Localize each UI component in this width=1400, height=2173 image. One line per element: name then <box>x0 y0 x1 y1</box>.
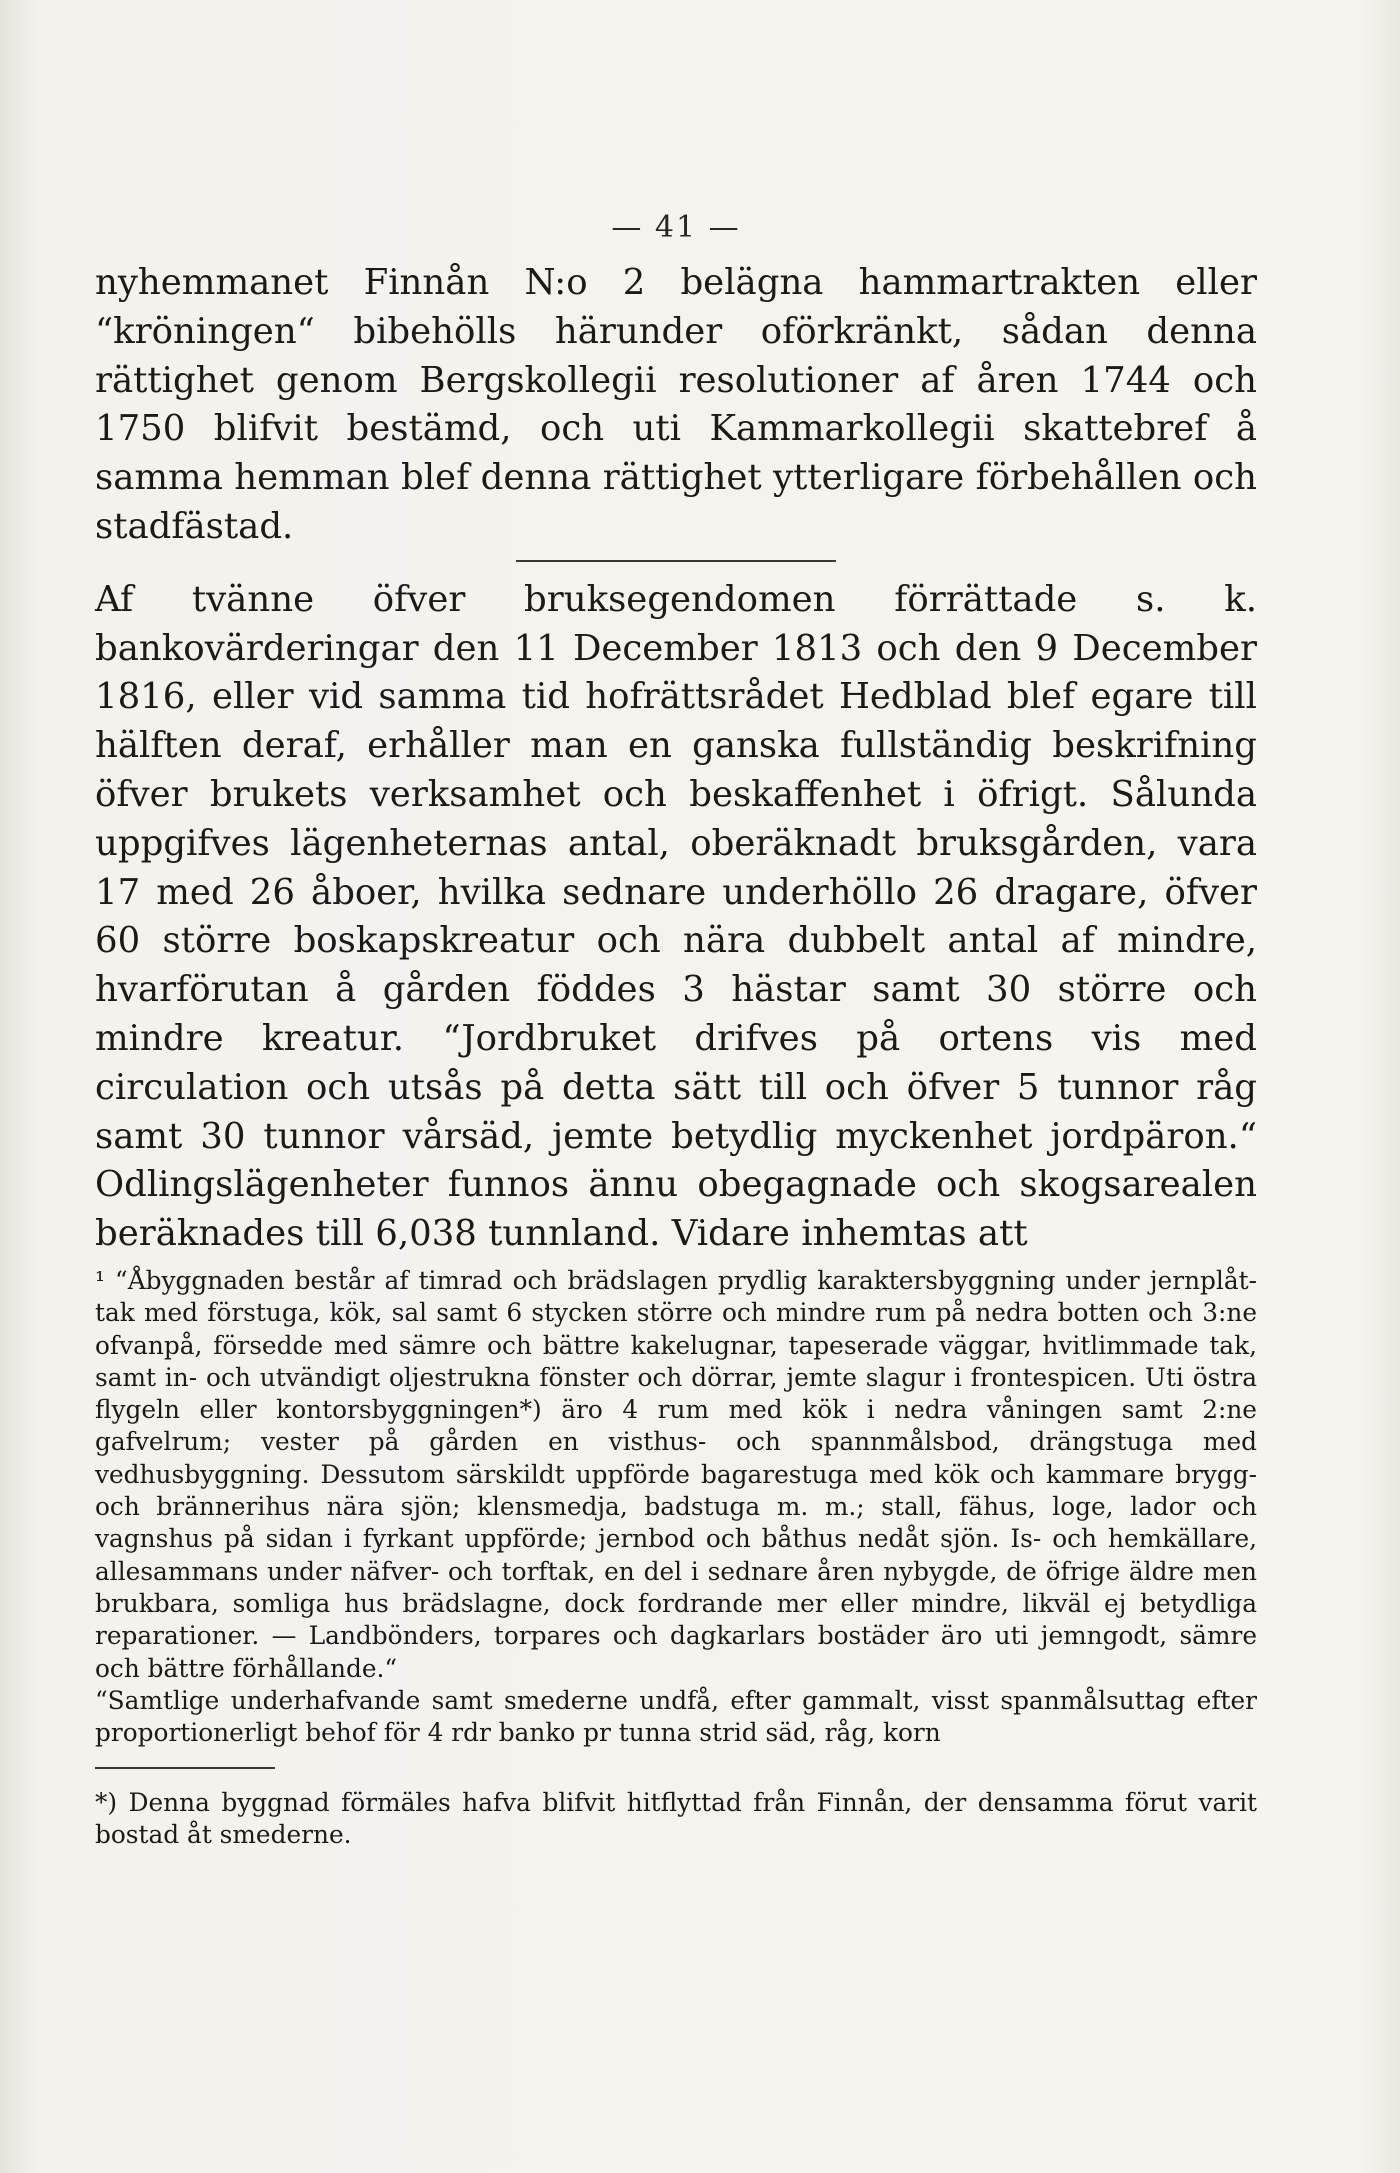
main-text <box>95 259 1257 1259</box>
section-divider <box>516 560 836 562</box>
page-number: — 41 — <box>611 210 741 245</box>
paragraph-1: nyhemmanet Finnån N:o 2 belägna hammartrakten eller “kröningen“ bibehölls härunder oförkränkt, sådan denna rättighet genom Bergskollegii resolutioner af åren 1744 och 1750 blifvit bestämd, och uti Kammarkollegii skattebref å samma hemman blef denna rättighet ytterligare förbehållen och stadfästad. <box>95 262 1257 547</box>
page-body <box>95 210 1257 1851</box>
footnote-divider <box>95 1767 275 1769</box>
paragraph-2: Af tvänne öfver bruksegendomen förrättade s. k. bankovärderingar den 11 December 1813 och den 9 December 1816, eller vid samma tid hofrättsrådet Hedblad blef egare till hälften deraf, erhåller man en ganska fullständig beskrifning öfver brukets verksamhet och beskaffenhet i öfrigt. Sålunda uppgifves lägenheternas antal, oberäknadt bruksgården, vara 17 med 26 åboer, hvilka sednare underhöllo 26 dragare, öfver 60 större boskapskreatur och nära dubbelt antal af mindre, hvarförutan å gården föddes 3 hästar samt 30 större och mindre kreatur. “Jordbruket drifves på ortens vis med circulation och utsås på detta sätt till och öfver 5 tunnor råg samt 30 tunnor vårsäd, jemte betydlig myckenhet jordpäron.“ Odlingslägenheter funnos ännu obegagnade och skogsarealen beräknades till 6,038 tunnland. Vidare inhemtas att <box>95 578 1257 1255</box>
footnotes <box>95 1265 1257 1852</box>
footnote-2: “Samtlige underhafvande samt smederne undfå, efter gammalt, visst spanmålsuttag efter proportionerligt behof för 4 rdr banko pr tunna strid säd, råg, korn <box>95 1685 1257 1748</box>
footnote-1: ¹ “Åbyggnaden består af timrad och brädslagen prydlig karaktersbyggning under jernplåt-tak med förstuga, kök, sal samt 6 stycken större och mindre rum på nedra botten och 3:ne ofvanpå, försedde med sämre och bättre kakelugnar, tapeserade väggar, hvitlimmade tak, samt in- och utvändigt oljestrukna fönster och dörrar, jemte slagur i frontespicen. Uti östra flygeln eller kontorsbyggningen*) äro 4 rum med kök i nedra våningen samt 2:ne gafvelrum; vester på gården en visthus- och spannmålsbod, drängstuga med vedhusbyggning. Dessutom särskildt uppförde bagarestuga med kök och kammare brygg- och brännerihus nära sjön; klensmedja, badstuga m. m.; stall, fähus, loge, lador och vagnshus på sidan i fyrkant uppförde; jernbod och båthus nedåt sjön. Is- och hemkällare, allesammans under näfver- och torftak, en del i sednare åren nybygde, de öfrige äldre men brukbara, somliga hus brädslagne, dock fordrande mer eller mindre, likväl ej betydliga reparationer. — Landbönders, torpares och dagkarlars bostäder äro uti jemngodt, sämre och bättre förhållande.“ <box>95 1265 1257 1683</box>
footnote-star: *) Denna byggnad förmäles hafva blifvit hitflyttad från Finnån, der densamma förut varit bostad åt smederne. <box>95 1787 1257 1850</box>
